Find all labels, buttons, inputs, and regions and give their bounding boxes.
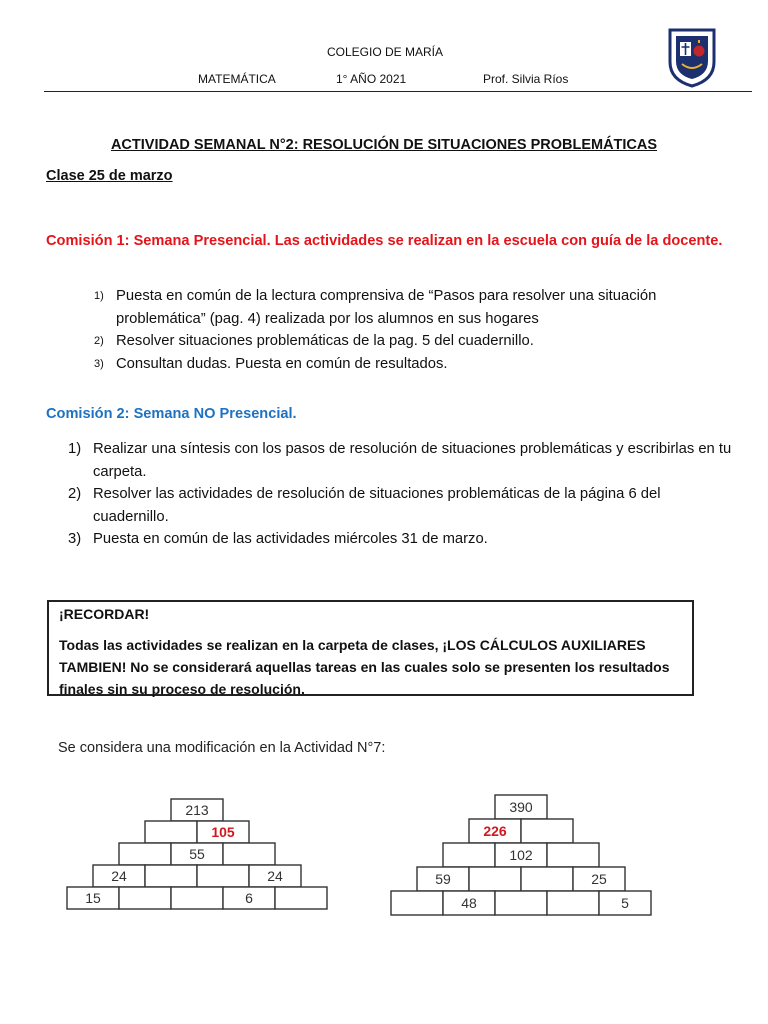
pyramid-cell	[469, 867, 521, 891]
list-number: 3)	[68, 531, 82, 547]
commission2-heading: Comisión 2: Semana NO Presencial.	[46, 406, 297, 422]
pyramid-cell	[145, 821, 197, 843]
pyramid-cell	[443, 843, 495, 867]
pyramid-value: 55	[189, 846, 205, 862]
pyramid-cell	[547, 891, 599, 915]
pyramid-value: 102	[509, 847, 533, 863]
pyramid-cell	[119, 843, 171, 865]
pyramid-cell	[145, 865, 197, 887]
class-date: Clase 25 de marzo	[46, 168, 173, 184]
page-title: ACTIVIDAD SEMANAL N°2: RESOLUCIÓN DE SITUACIONES PROBLEMÁTICAS	[110, 137, 658, 153]
reminder-heading: ¡RECORDAR!	[59, 606, 150, 622]
pyramid-value: 25	[591, 871, 607, 887]
pyramid-1	[67, 799, 327, 909]
pyramid-value: 48	[461, 895, 477, 911]
pyramid-cell	[119, 887, 171, 909]
modification-note: Se considera una modificación en la Actividad N°7:	[58, 740, 386, 756]
pyramid-value: 24	[111, 868, 127, 884]
pyramid-cell	[391, 891, 443, 915]
pyramid-cell	[171, 887, 223, 909]
list-text: Realizar una síntesis con los pasos de resolución de situaciones problemáticas y escribirlas en tu carpeta.	[93, 441, 732, 480]
pyramid-cell	[275, 887, 327, 909]
commission1-heading: Comisión 1: Semana Presencial. Las actividades se realizan en la escuela con guía de la docente.	[46, 233, 723, 249]
pyramid-cell	[521, 867, 573, 891]
list-number: 1)	[94, 290, 104, 302]
pyramid-cell	[521, 819, 573, 843]
pyramid-cell	[547, 843, 599, 867]
pyramid-value: 24	[267, 868, 283, 884]
school-name: COLEGIO DE MARÍA	[327, 45, 444, 59]
pyramid-value: 213	[185, 802, 209, 818]
pyramid-value: 6	[245, 890, 253, 906]
pyramid-value: 390	[509, 799, 533, 815]
list-number: 2)	[68, 486, 82, 502]
pyramid-cell	[197, 865, 249, 887]
subject: MATEMÁTICA	[198, 72, 276, 86]
list-text: Consultan dudas. Puesta en común de resultados.	[116, 355, 448, 372]
pyramid-value: 15	[85, 890, 101, 906]
reminder-body: Todas las actividades se realizan en la carpeta de clases, ¡LOS CÁLCULOS AUXILIARES TAMBIEN! No se considerará aquellas tareas en las cuales solo se presenten los resultados finales sin su proceso de resolución.	[59, 637, 670, 697]
list-number: 1)	[68, 441, 82, 457]
pyramid-value: 59	[435, 871, 451, 887]
list-number: 2)	[94, 335, 104, 347]
list-text: Resolver situaciones problemáticas de la pag. 5 del cuadernillo.	[116, 333, 534, 349]
pyramid-2	[391, 795, 651, 915]
pyramid-cell	[495, 891, 547, 915]
teacher-name: Prof. Silvia Ríos	[483, 72, 569, 86]
pyramid-cell	[223, 843, 275, 865]
pyramid-value: 5	[621, 895, 629, 911]
list-text: Resolver las actividades de resolución de situaciones problemáticas de la página 6 del cuadernillo.	[93, 486, 661, 525]
list-text: Puesta en común de las actividades miércoles 31 de marzo.	[93, 531, 488, 547]
list-number: 3)	[94, 357, 104, 370]
pyramid-highlighted-value: 226	[483, 823, 507, 839]
course-year: 1° AÑO 2021	[336, 72, 407, 86]
pyramid-highlighted-value: 105	[211, 824, 235, 840]
list-text: Puesta en común de la lectura comprensiva de “Pasos para resolver una situación problemática” (pag. 4) realizada por los alumnos en sus hogares	[116, 288, 657, 327]
